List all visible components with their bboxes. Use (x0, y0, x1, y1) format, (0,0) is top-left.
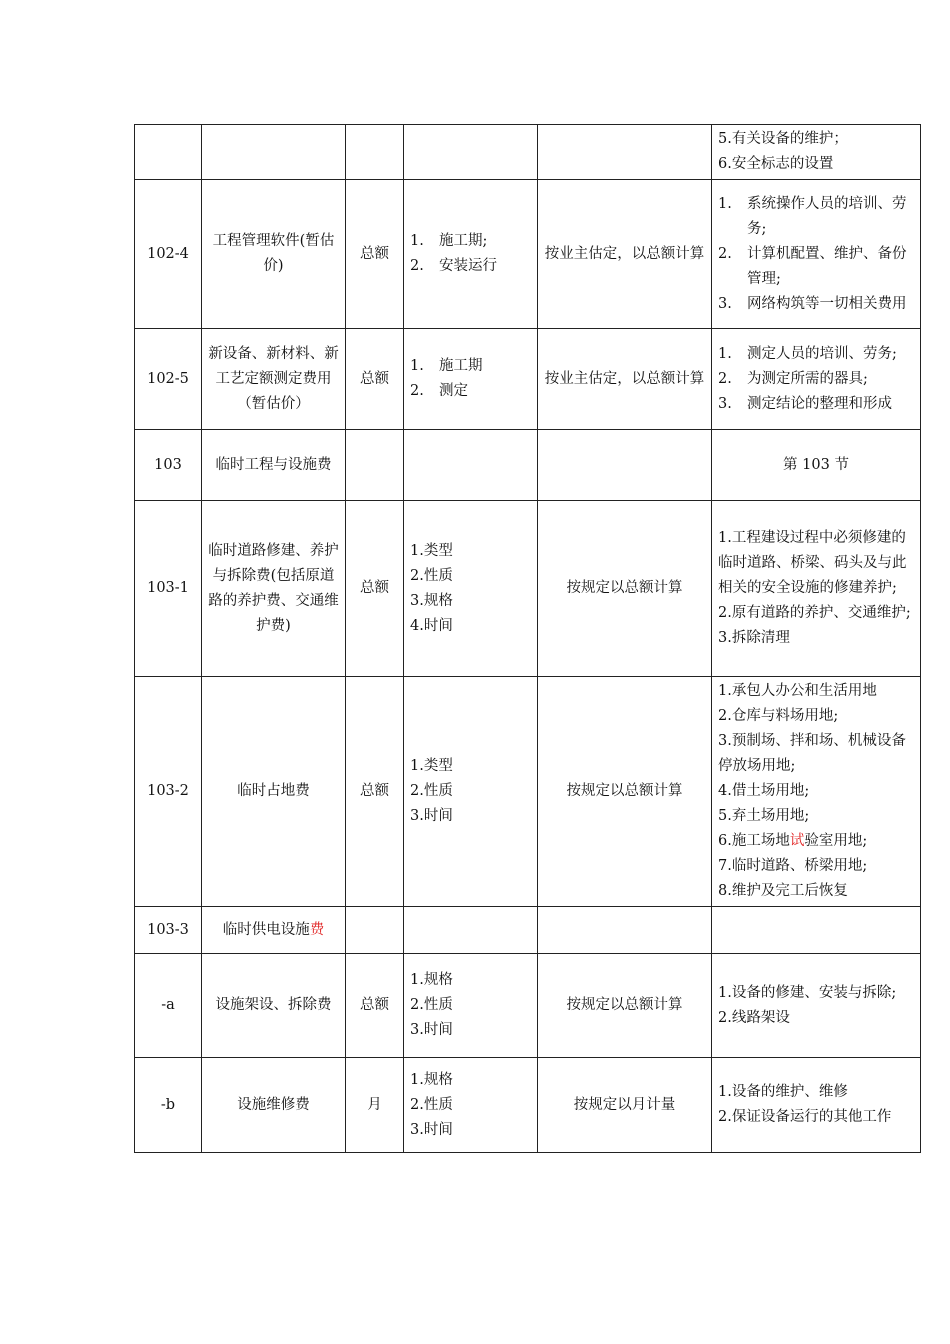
item-name-cell: 临时道路修建、养护与拆除费(包括原道路的养护费、交通维护费) (202, 501, 346, 677)
table-row (135, 329, 921, 430)
list-item: 2.保证设备运行的其他工作 (718, 1109, 892, 1125)
work-content-cell (712, 677, 921, 907)
measurement-rule-cell (538, 907, 712, 954)
table-row (135, 430, 921, 501)
item-name-cell: 临时工程与设施费 (202, 430, 346, 501)
list-item: 8.维护及完工后恢复 (718, 883, 848, 899)
item-name-cell: 临时占地费 (202, 677, 346, 907)
list-item: 6.施工场地试验室用地; (718, 833, 868, 849)
list-item: 1. 类型 (410, 542, 453, 559)
list-item: 1. 规格 (410, 972, 453, 988)
list-item: 1. 系统操作人员的培训、劳务; (718, 195, 907, 237)
list-item: 1.设备的维护、维修 (718, 1084, 848, 1100)
list-item: 2. 为测定所需的器具; (718, 370, 868, 387)
item-name-cell: 工程管理软件(暂估价) (202, 180, 346, 329)
list-item: 1. 施工期; (410, 233, 488, 249)
list-item: 6. 安全标志的设置 (718, 156, 834, 172)
item-code-cell: 103-2 (135, 677, 202, 907)
item-name-cell (202, 125, 346, 180)
work-content-cell (712, 125, 921, 180)
work-content-cell (712, 907, 921, 954)
list-item: 2. 性质 (410, 567, 453, 584)
features-cell (404, 1058, 538, 1153)
list-item: 3. 时间 (410, 1022, 453, 1038)
item-code-cell (135, 125, 202, 180)
list-item: 3. 规格 (410, 592, 453, 609)
item-code-cell: 103 (135, 430, 202, 501)
work-content-cell (712, 180, 921, 329)
list-item: 1.工程建设过程中必须修建的临时道路、桥梁、码头及与此相关的安全设施的修建养护; (718, 530, 907, 596)
list-item: 1.承包人办公和生活用地 (718, 683, 877, 699)
features-cell (404, 907, 538, 954)
table-row (135, 677, 921, 907)
item-code-cell: 103-3 (135, 907, 202, 954)
item-name-cell: 新设备、新材料、新工艺定额测定费用（暂估价） (202, 329, 346, 430)
item-name-cell: 临时供电设施费 (202, 907, 346, 954)
list-item: 1. 施工期 (410, 358, 483, 374)
table-row (135, 180, 921, 329)
unit-cell (346, 125, 404, 180)
list-item: 1. 类型 (410, 758, 453, 774)
list-item: 2.原有道路的养护、交通维护; (718, 605, 911, 621)
unit-cell: 总额 (346, 501, 404, 677)
features-cell (404, 677, 538, 907)
features-cell (404, 125, 538, 180)
item-code-cell: -b (135, 1058, 202, 1153)
features-cell (404, 954, 538, 1058)
unit-cell: 总额 (346, 180, 404, 329)
measurement-rule-cell: 按规定以总额计算 (538, 501, 712, 677)
item-name-cell: 设施维修费 (202, 1058, 346, 1153)
unit-cell (346, 907, 404, 954)
section-reference-cell: 第 103 节 (712, 430, 921, 501)
item-code-cell: 102-4 (135, 180, 202, 329)
measurement-rule-cell: 按规定以总额计算 (538, 677, 712, 907)
measurement-rule-cell: 按业主估定，以总额计算 (538, 180, 712, 329)
unit-cell: 总额 (346, 329, 404, 430)
list-item: 3. 网络构筑等一切相关费用 (718, 295, 907, 312)
list-item: 2. 性质 (410, 997, 453, 1013)
list-item: 2. 测定 (410, 383, 468, 399)
highlighted-char: 费 (309, 921, 325, 938)
table-row (135, 1058, 921, 1153)
list-item: 2. 安装运行 (410, 258, 497, 274)
unit-cell (346, 430, 404, 501)
list-item: 4.借土场用地; (718, 783, 810, 799)
list-item: 4. 时间 (410, 617, 453, 634)
list-item: 1. 测定人员的培训、劳务; (718, 345, 897, 362)
measurement-rule-cell: 按业主估定，以总额计算 (538, 329, 712, 430)
unit-cell: 月 (346, 1058, 404, 1153)
measurement-rule-cell: 按规定以总额计算 (538, 954, 712, 1058)
specification-table (134, 124, 921, 1153)
unit-cell: 总额 (346, 677, 404, 907)
table-row (135, 125, 921, 180)
features-cell (404, 329, 538, 430)
list-item: 2. 性质 (410, 783, 453, 799)
list-item: 2.仓库与料场用地; (718, 708, 839, 724)
list-item: 1. 规格 (410, 1071, 453, 1088)
measurement-rule-cell (538, 430, 712, 501)
highlighted-char: 试 (789, 833, 805, 849)
features-cell (404, 180, 538, 329)
list-item: 2. 性质 (410, 1096, 453, 1113)
list-item: 3. 时间 (410, 1121, 453, 1138)
list-item: 7.临时道路、桥梁用地; (718, 858, 868, 874)
list-item: 3. 时间 (410, 808, 453, 824)
list-item: 2. 计算机配置、维护、备份管理; (718, 245, 907, 287)
work-content-cell (712, 501, 921, 677)
table-row (135, 501, 921, 677)
table-row (135, 954, 921, 1058)
features-cell (404, 501, 538, 677)
work-content-cell (712, 954, 921, 1058)
item-name-cell: 设施架设、拆除费 (202, 954, 346, 1058)
table-row (135, 907, 921, 954)
list-item: 1.设备的修建、安装与拆除; (718, 984, 897, 1001)
list-item: 3.预制场、拌和场、机械设备停放场用地; (718, 733, 906, 774)
list-item: 2.线路架设 (718, 1009, 790, 1026)
work-content-cell (712, 329, 921, 430)
measurement-rule-cell (538, 125, 712, 180)
item-code-cell: 103-1 (135, 501, 202, 677)
list-item: 3. 测定结论的整理和形成 (718, 395, 892, 412)
unit-cell: 总额 (346, 954, 404, 1058)
list-item: 3.拆除清理 (718, 630, 790, 646)
work-content-cell (712, 1058, 921, 1153)
item-code-cell: 102-5 (135, 329, 202, 430)
measurement-rule-cell: 按规定以月计量 (538, 1058, 712, 1153)
list-item: 5. 有关设备的维护； (718, 131, 848, 147)
features-cell (404, 430, 538, 501)
item-code-cell: -a (135, 954, 202, 1058)
list-item: 5.弃土场用地; (718, 808, 810, 824)
